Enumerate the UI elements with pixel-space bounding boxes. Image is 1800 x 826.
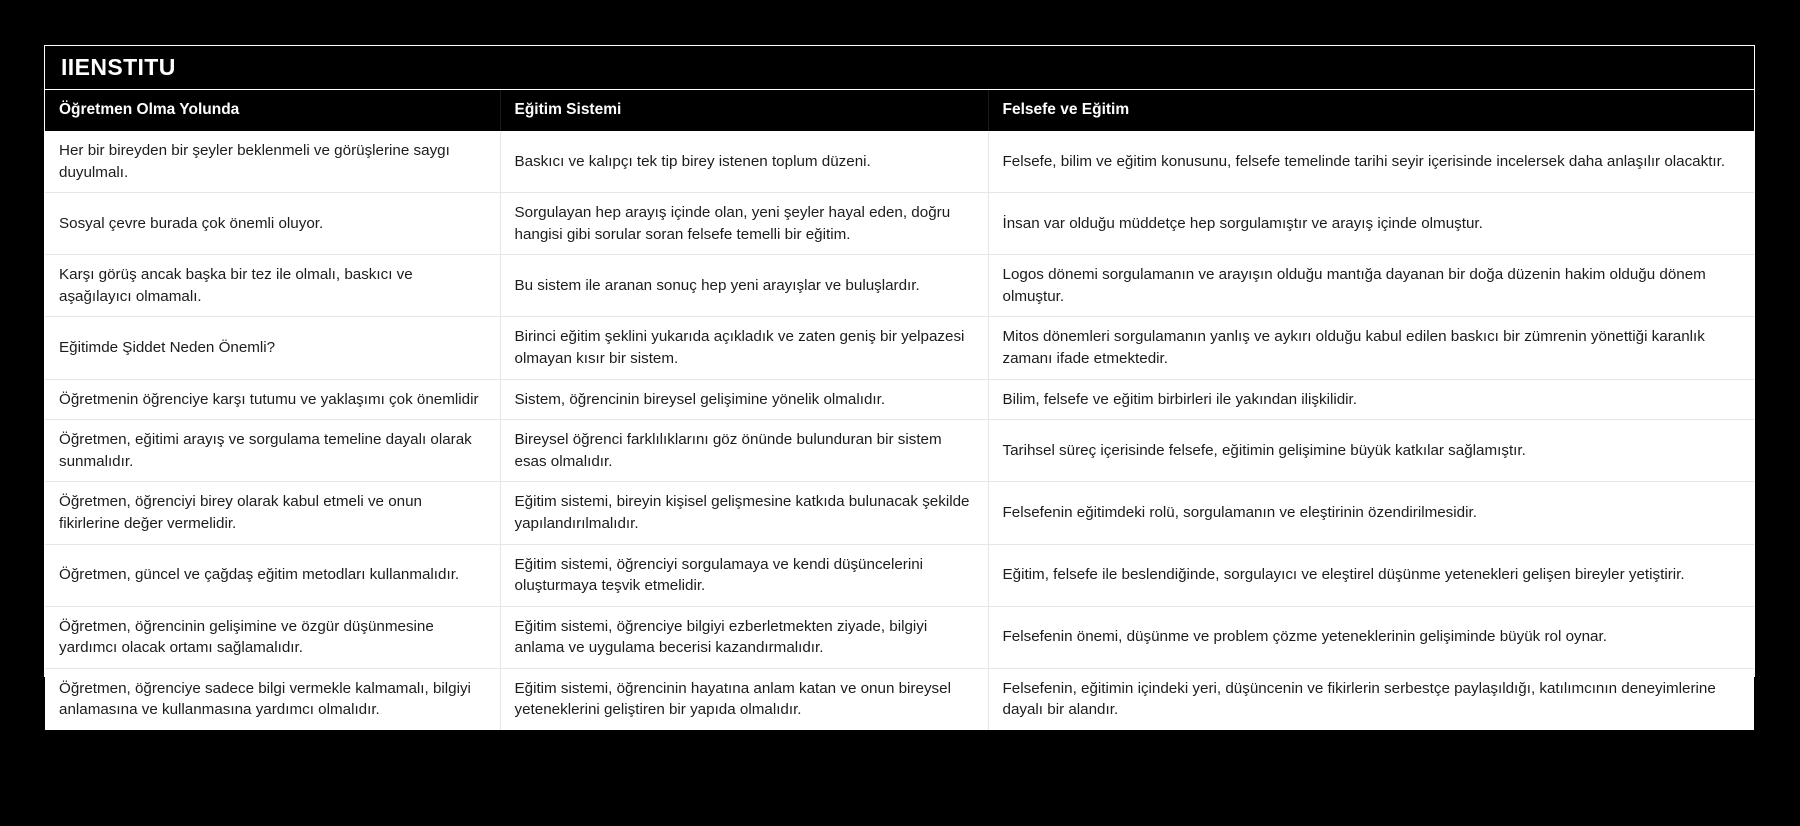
table-row (45, 193, 1754, 255)
table-cell: Eğitim, felsefe ile beslendiğinde, sorgulayıcı ve eleştirel düşünme yetenekleri gelişen bireyler yetiştirir. (988, 544, 1754, 606)
table-row (45, 379, 1754, 420)
table-row (45, 317, 1754, 379)
table-cell: Felsefenin önemi, düşünme ve problem çözme yeteneklerinin gelişiminde büyük rol oynar. (988, 606, 1754, 668)
table-cell: Sistem, öğrencinin bireysel gelişimine yönelik olmalıdır. (500, 379, 988, 420)
table-cell: Baskıcı ve kalıpçı tek tip birey istenen toplum düzeni. (500, 131, 988, 193)
table-cell: Eğitim sistemi, öğrenciyi sorgulamaya ve kendi düşüncelerini oluşturmaya teşvik etmelidir. (500, 544, 988, 606)
table-cell: Öğretmen, eğitimi arayış ve sorgulama temeline dayalı olarak sunmalıdır. (45, 420, 500, 482)
column-header-felsefe-ve-egitim[interactable]: Felsefe ve Eğitim (988, 90, 1754, 131)
table-cell: Felsefe, bilim ve eğitim konusunu, felsefe temelinde tarihi seyir içerisinde incelersek daha anlaşılır olacaktır. (988, 131, 1754, 193)
table-header-row (45, 90, 1754, 131)
comparison-table-card (44, 45, 1755, 719)
table-cell: Karşı görüş ancak başka bir tez ile olmalı, baskıcı ve aşağılayıcı olmamalı. (45, 255, 500, 317)
table-body (45, 131, 1754, 730)
table-row (45, 420, 1754, 482)
table-cell: Mitos dönemleri sorgulamanın yanlış ve aykırı olduğu kabul edilen baskıcı bir zümrenin yönettiği karanlık zamanı ifade etmektedir. (988, 317, 1754, 379)
table-cell: Öğretmen, öğrenciyi birey olarak kabul etmeli ve onun fikirlerine değer vermelidir. (45, 482, 500, 544)
table-cell: Felsefenin, eğitimin içindeki yeri, düşüncenin ve fikirlerin serbestçe paylaşıldığı, katılımcının deneyimlerine dayalı bir alandır. (988, 668, 1754, 730)
table-cell: Logos dönemi sorgulamanın ve arayışın olduğu mantığa dayanan bir doğa düzenin hakim olduğu dönem olmuştur. (988, 255, 1754, 317)
table-cell: Eğitim sistemi, öğrencinin hayatına anlam katan ve onun bireysel yeteneklerini geliştiren bir yapıda olmalıdır. (500, 668, 988, 730)
table-row (45, 606, 1754, 668)
table-cell: Tarihsel süreç içerisinde felsefe, eğitimin gelişimine büyük katkılar sağlamıştır. (988, 420, 1754, 482)
table-cell: Öğretmen, öğrenciye sadece bilgi vermekle kalmamalı, bilgiyi anlamasına ve kullanmasına yardımcı olmalıdır. (45, 668, 500, 730)
table-cell: Eğitim sistemi, bireyin kişisel gelişmesine katkıda bulunacak şekilde yapılandırılmalıdır. (500, 482, 988, 544)
table-cell: Sosyal çevre burada çok önemli oluyor. (45, 193, 500, 255)
table-cell: Eğitimde Şiddet Neden Önemli? (45, 317, 500, 379)
table-row (45, 482, 1754, 544)
table-row (45, 255, 1754, 317)
table-cell: Bu sistem ile aranan sonuç hep yeni arayışlar ve buluşlardır. (500, 255, 988, 317)
table-cell: Her bir bireyden bir şeyler beklenmeli ve görüşlerine saygı duyulmalı. (45, 131, 500, 193)
table-cell: Sorgulayan hep arayış içinde olan, yeni şeyler hayal eden, doğru hangisi gibi sorular soran felsefe temelli bir eğitim. (500, 193, 988, 255)
table-row (45, 131, 1754, 193)
table-row (45, 668, 1754, 730)
table-cell: Eğitim sistemi, öğrenciye bilgiyi ezberletmekten ziyade, bilgiyi anlama ve uygulama becerisi kazandırmalıdır. (500, 606, 988, 668)
table-cell: Bireysel öğrenci farklılıklarını göz önünde bulunduran bir sistem esas olmalıdır. (500, 420, 988, 482)
table-row (45, 544, 1754, 606)
table-cell: Felsefenin eğitimdeki rolü, sorgulamanın ve eleştirinin özendirilmesidir. (988, 482, 1754, 544)
table-cell: Birinci eğitim şeklini yukarıda açıkladık ve zaten geniş bir yelpazesi olmayan kısır bir sistem. (500, 317, 988, 379)
column-header-egitim-sistemi[interactable]: Eğitim Sistemi (500, 90, 988, 131)
brand-title: IIENSTITU (61, 54, 176, 80)
column-header-ogretmen-olma-yolunda[interactable]: Öğretmen Olma Yolunda (45, 90, 500, 131)
brand-bar (45, 46, 1754, 90)
table-cell: Öğretmenin öğrenciye karşı tutumu ve yaklaşımı çok önemlidir (45, 379, 500, 420)
table-cell: Bilim, felsefe ve eğitim birbirleri ile yakından ilişkilidir. (988, 379, 1754, 420)
comparison-table (45, 90, 1754, 730)
table-cell: Öğretmen, güncel ve çağdaş eğitim metodları kullanmalıdır. (45, 544, 500, 606)
table-cell: Öğretmen, öğrencinin gelişimine ve özgür düşünmesine yardımcı olacak ortamı sağlamalıdır. (45, 606, 500, 668)
table-cell: İnsan var olduğu müddetçe hep sorgulamıştır ve arayış içinde olmuştur. (988, 193, 1754, 255)
table-header (45, 90, 1754, 131)
